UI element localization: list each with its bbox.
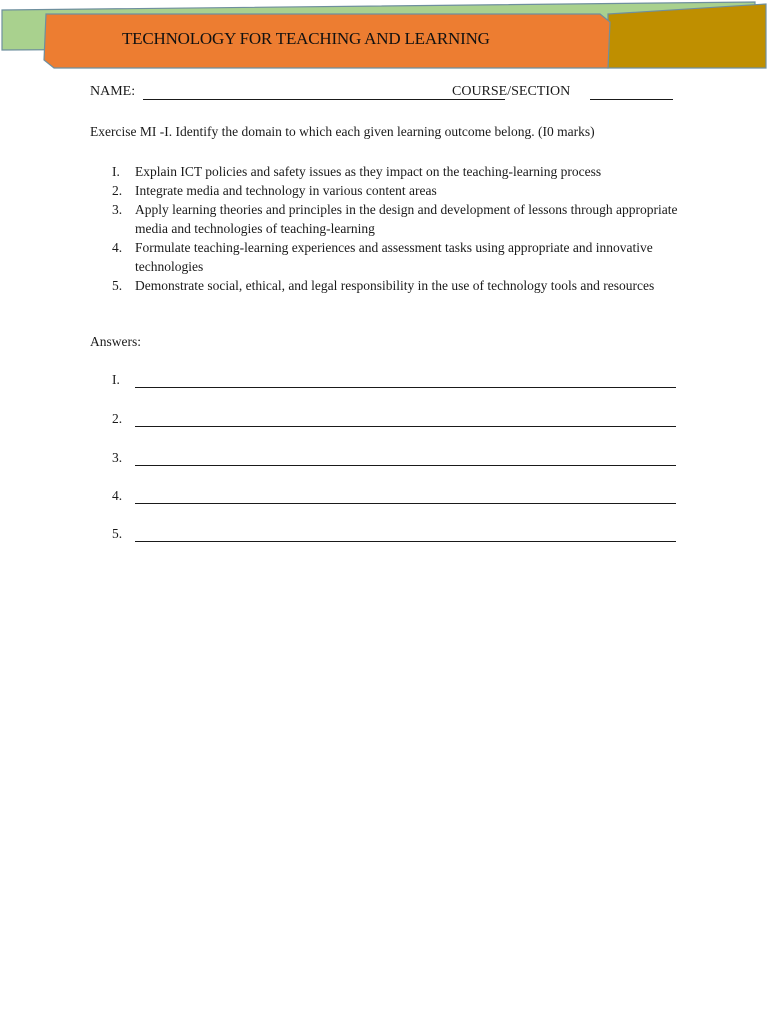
list-item-text: Integrate media and technology in various content areas — [135, 183, 437, 198]
list-item-number: 4. — [112, 240, 123, 255]
header-banner — [0, 0, 768, 80]
list-item — [90, 238, 680, 276]
answer-number: 3. — [112, 450, 123, 465]
answers-label: Answers: — [90, 334, 141, 349]
answer-row-2 — [90, 411, 680, 431]
answer-blank-line[interactable] — [135, 387, 676, 388]
answer-row-3 — [90, 450, 680, 470]
learning-outcomes-list — [90, 162, 680, 295]
list-item — [90, 200, 680, 238]
banner-gold-block — [608, 4, 766, 68]
list-item-number: 3. — [112, 202, 123, 217]
list-item — [90, 162, 680, 181]
list-item-text: Demonstrate social, ethical, and legal responsibility in the use of technology tools and resources — [135, 278, 655, 293]
answer-number: I. — [112, 372, 120, 387]
answer-number: 5. — [112, 526, 123, 541]
answer-blank-line[interactable] — [135, 541, 676, 542]
list-item — [90, 276, 680, 295]
list-item — [90, 181, 680, 200]
answer-blank-line[interactable] — [135, 465, 676, 466]
answer-row-5 — [90, 526, 680, 546]
list-item-text: Explain ICT policies and safety issues as they impact on the teaching-learning process — [135, 164, 602, 179]
exercise-instructions: Exercise MI -I. Identify the domain to which each given learning outcome belong. (I0 marks) — [90, 124, 595, 139]
student-info-row — [90, 84, 680, 104]
list-item-number: 2. — [112, 183, 123, 198]
course-section-blank-line[interactable] — [590, 99, 673, 100]
answer-number: 4. — [112, 488, 123, 503]
answer-row-1 — [90, 372, 680, 392]
list-item-text: Formulate teaching-learning experiences and assessment tasks using appropriate and innovative technologies — [135, 240, 653, 274]
answer-number: 2. — [112, 411, 123, 426]
answer-blank-line[interactable] — [135, 503, 676, 504]
answer-row-4 — [90, 488, 680, 508]
name-label: NAME: — [90, 84, 136, 99]
list-item-text: Apply learning theories and principles in the design and development of lessons through appropriate media and technologies of teaching-learning — [135, 202, 678, 236]
answer-blank-line[interactable] — [135, 426, 676, 427]
list-item-number: 5. — [112, 278, 123, 293]
page-title: TECHNOLOGY FOR TEACHING AND LEARNING — [122, 29, 490, 48]
name-blank-line[interactable] — [143, 99, 505, 100]
list-item-number: I. — [112, 164, 120, 179]
course-section-label: COURSE/SECTION — [452, 84, 571, 99]
